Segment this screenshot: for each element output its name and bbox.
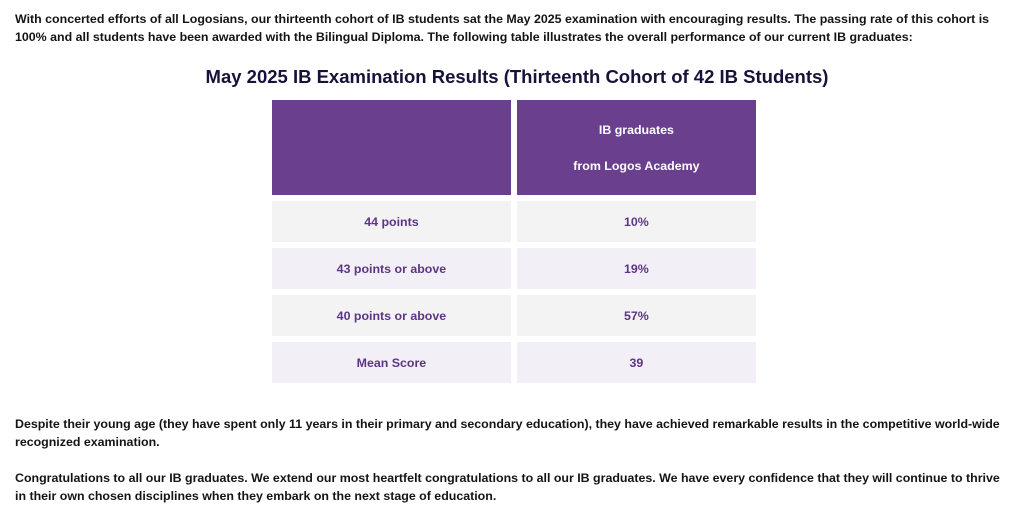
table-row [272,295,756,336]
header-right-line2: from Logos Academy [573,158,700,173]
results-table-wrapper [272,100,762,389]
article-body [15,10,1011,503]
results-table [266,94,762,389]
table-header-row [272,100,756,195]
paragraph-young-age: Despite their young age (they have spent only 11 years in their primary and secondary education), they have achieved remarkable results in the competitive world-wide recognized examination. [15,417,1000,449]
header-cell-left [272,100,511,195]
row-label: Mean Score [272,342,511,383]
row-value: 19% [517,248,756,289]
intro-paragraph: With concerted efforts of all Logosians, our thirteenth cohort of IB students sat the May 2025 examination with encouraging results. The passing rate of this cohort is 100% and all students have been awarded with the Bilingual Diploma. The following table illustrates the overall performance of our current IB graduates: [15,12,990,44]
table-row [272,248,756,289]
table-title: May 2025 IB Examination Results (Thirteenth Cohort of 42 IB Students) [205,66,829,87]
table-row [272,201,756,242]
row-value: 39 [517,342,756,383]
row-label: 44 points [272,201,511,242]
header-cell-right [517,100,756,195]
table-row [272,342,756,383]
row-label: 43 points or above [272,248,511,289]
paragraph-congratulations: Congratulations to all our IB graduates. We extend our most heartfelt congratulations to all our IB graduates. We have every confidence that they will continue to thrive in their own chosen disciplines when they embark on the next stage of education. [15,471,1000,503]
row-value: 57% [517,295,756,336]
header-right-line1: IB graduates [598,122,674,137]
row-value: 10% [517,201,756,242]
row-label: 40 points or above [272,295,511,336]
